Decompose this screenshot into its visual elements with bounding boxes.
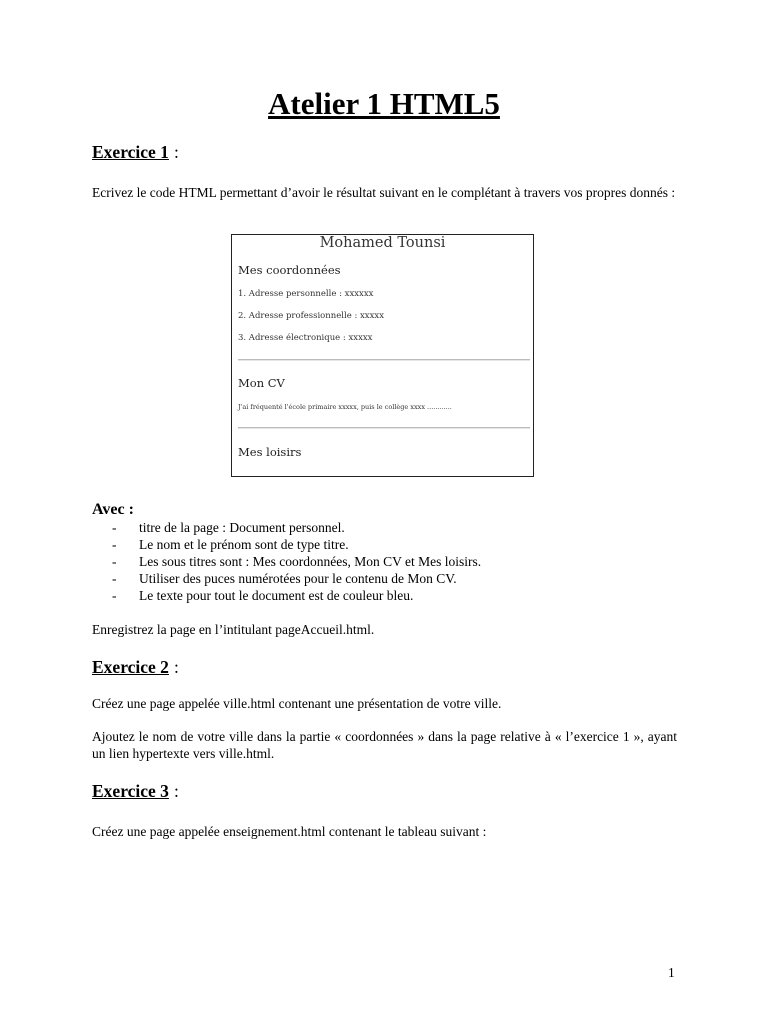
exercise-1-intro: Ecrivez le code HTML permettant d’avoir le résultat suivant en le complétant à travers vos propres donnés :	[92, 185, 676, 200]
exercise-3-heading	[92, 780, 179, 802]
figure-list-item: 1. Adresse personnelle : xxxxxx	[238, 289, 374, 299]
figure-name-heading: Mohamed Tounsi	[319, 235, 446, 251]
bullet-dash: -	[112, 571, 117, 586]
bullet-dash: -	[112, 537, 117, 552]
figure-section-coordonnees: Mes coordonnées	[238, 263, 341, 277]
list-item-text: titre de la page : Document personnel.	[139, 520, 345, 535]
avec-label: Avec :	[92, 501, 134, 518]
page-title: Atelier 1 HTML5	[268, 86, 500, 121]
exercise-1-colon: :	[173, 142, 179, 162]
list-item-text: Les sous titres sont : Mes coordonnées, Mon CV et Mes loisirs.	[139, 554, 482, 569]
exercise-1-heading	[92, 141, 179, 163]
figure-divider	[238, 427, 530, 429]
requirements-list	[112, 519, 481, 604]
figure-list-item: 3. Adresse électronique : xxxxx	[238, 333, 373, 343]
list-item-text: Le nom et le prénom sont de type titre.	[139, 537, 349, 552]
exercise-2-colon: :	[173, 657, 179, 677]
exercise-2-paragraph-1: Créez une page appelée ville.html contenant une présentation de votre ville.	[92, 696, 502, 711]
list-item	[112, 536, 481, 553]
list-item-text: Le texte pour tout le document est de couleur bleu.	[139, 588, 414, 603]
bullet-dash: -	[112, 588, 117, 603]
example-result-figure	[231, 234, 534, 477]
figure-section-loisirs: Mes loisirs	[238, 445, 302, 459]
exercise-3-paragraph-1: Créez une page appelée enseignement.html contenant le tableau suivant :	[92, 824, 487, 839]
list-item	[112, 519, 481, 536]
exercise-1-title: Exercice 1	[92, 142, 169, 162]
exercise-2-title: Exercice 2	[92, 657, 169, 677]
list-item	[112, 587, 481, 604]
exercise-3-colon: :	[173, 781, 179, 801]
figure-cv-text: J'ai fréquenté l'école primaire xxxxx, puis le collège xxxx ............	[238, 403, 452, 411]
exercise-2-paragraph-2: Ajoutez le nom de votre ville dans la partie « coordonnées » dans la page relative à « l’exercice 1 », ayant un lien hypertexte vers ville.html.	[92, 729, 677, 761]
bullet-dash: -	[112, 520, 117, 535]
figure-list-item: 2. Adresse professionnelle : xxxxx	[238, 311, 384, 321]
page-number: 1	[668, 965, 675, 980]
list-item	[112, 553, 481, 570]
save-instruction: Enregistrez la page en l’intitulant pageAccueil.html.	[92, 622, 375, 637]
exercise-3-title: Exercice 3	[92, 781, 169, 801]
list-item	[112, 570, 481, 587]
figure-divider	[238, 359, 530, 361]
exercise-2-heading	[92, 656, 179, 678]
bullet-dash: -	[112, 554, 117, 569]
list-item-text: Utiliser des puces numérotées pour le contenu de Mon CV.	[139, 571, 457, 586]
figure-section-cv: Mon CV	[238, 376, 285, 390]
